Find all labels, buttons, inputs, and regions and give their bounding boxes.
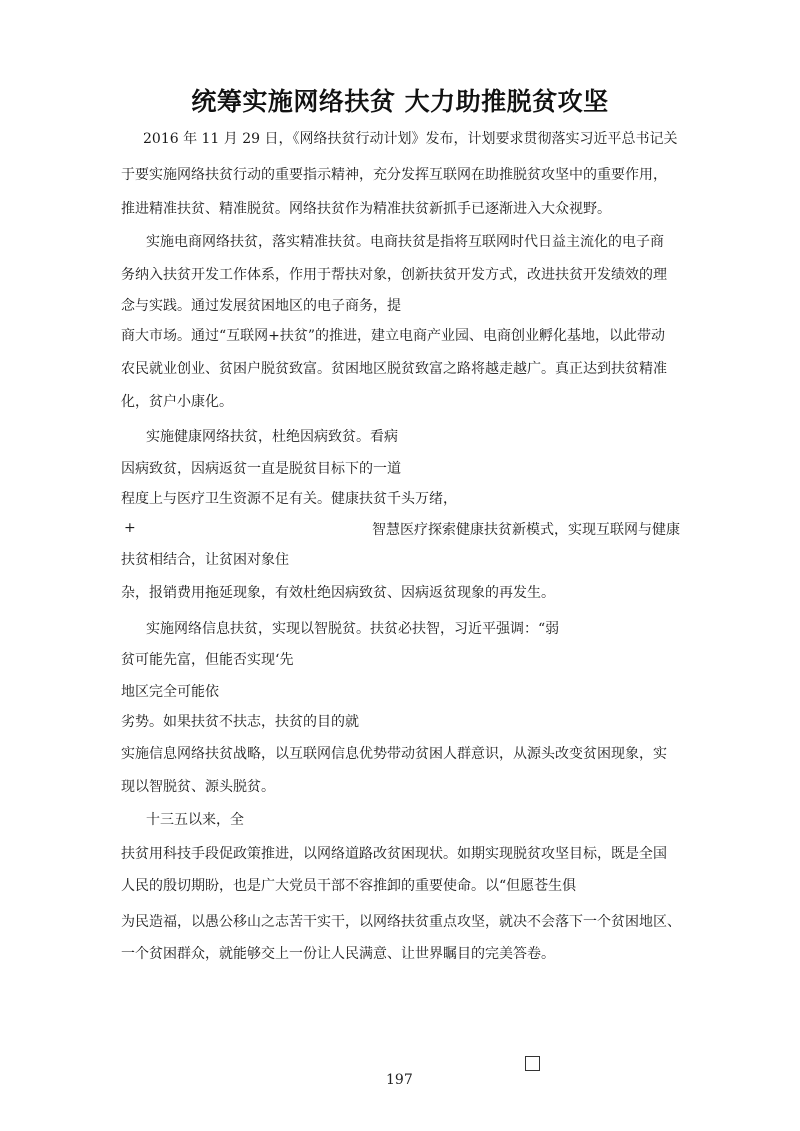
paragraph-line: 推进精准扶贫、精准脱贫。网络扶贫作为精准扶贫新抓手已逐渐进入大众视野。 bbox=[121, 201, 611, 217]
paragraph-line: 智慧医疗探索健康扶贫新模式，实现互联网与健康 bbox=[372, 522, 680, 538]
paragraph-line: 一个贫困群众，就能够交上一份让人民满意、让世界瞩目的完美答卷。 bbox=[121, 946, 555, 962]
paragraph-line: 实施健康网络扶贫，杜绝因病致贫。看病 bbox=[146, 429, 398, 445]
paragraph-line: 商大市场。通过“互联网+扶贫”的推进，建立电商产业园、电商创业孵化基地，以此带动 bbox=[121, 328, 666, 344]
paragraph-line: 劣势。如果扶贫不扶志，扶贫的目的就 bbox=[121, 714, 359, 730]
paragraph-line: 务纳入扶贫开发工作体系，作用于帮扶对象，创新扶贫开发方式，改进扶贫开发绩效的理 bbox=[121, 267, 667, 283]
paragraph-line: 念与实践。通过发展贫困地区的电子商务，提 bbox=[121, 298, 401, 314]
paragraph-line: 程度上与医疗卫生资源不足有关。健康扶贫千头万绪， bbox=[121, 491, 457, 507]
paragraph-line: + bbox=[124, 520, 136, 536]
paragraph-line: 人民的殷切期盼，也是广大党员干部不容推卸的重要使命。以“但愿苍生俱 bbox=[121, 878, 577, 894]
paragraph-line: 十三五以来，全 bbox=[146, 812, 244, 828]
checkbox-square[interactable] bbox=[525, 1056, 540, 1071]
paragraph-line: 农民就业创业、贫困户脱贫致富。贫困地区脱贫致富之路将越走越广。真正达到扶贫精准 bbox=[121, 361, 667, 377]
paragraph-line: 实施网络信息扶贫，实现以智脱贫。扶贫必扶智，习近平强调：“弱 bbox=[146, 621, 560, 637]
paragraph-line: 实施电商网络扶贫，落实精准扶贫。电商扶贫是指将互联网时代日益主流化的电子商 bbox=[146, 234, 664, 250]
paragraph-line: 现以智脱贫、源头脱贫。 bbox=[121, 779, 275, 795]
paragraph-line: 实施信息网络扶贫战略，以互联网信息优势带动贫困人群意识，从源头改变贫困现象，实 bbox=[121, 746, 667, 762]
paragraph-line: 化，贫户小康化。 bbox=[121, 394, 233, 410]
paragraph-line: 扶贫用科技手段促政策推进，以网络道路改贫困现状。如期实现脱贫攻坚目标，既是全国 bbox=[121, 846, 667, 862]
paragraph-line: 2016 年 11 月 29 日，《网络扶贫行动计划》发布，计划要求贯彻落实习近平总书记关 bbox=[143, 131, 678, 147]
paragraph-line: 因病致贫，因病返贫一直是脱贫目标下的一道 bbox=[121, 461, 401, 477]
paragraph-line: 为民造福，以愚公移山之志苦干实干，以网络扶贫重点攻坚，就决不会落下一个贫困地区、 bbox=[121, 914, 681, 930]
page-number: 197 bbox=[386, 1072, 413, 1088]
paragraph-line: 杂，报销费用拖延现象，有效杜绝因病致贫、因病返贫现象的再发生。 bbox=[121, 585, 555, 601]
document-title: 统筹实施网络扶贫 大力助推脱贫攻坚 bbox=[191, 87, 609, 116]
paragraph-line: 扶贫相结合，让贫困对象住 bbox=[121, 552, 289, 568]
paragraph-line: 贫可能先富，但能否实现‘先 bbox=[121, 652, 294, 668]
paragraph-line: 于要实施网络扶贫行动的重要指示精神，充分发挥互联网在助推脱贫攻坚中的重要作用， bbox=[121, 167, 667, 183]
paragraph-line: 地区完全可能依 bbox=[121, 684, 219, 700]
